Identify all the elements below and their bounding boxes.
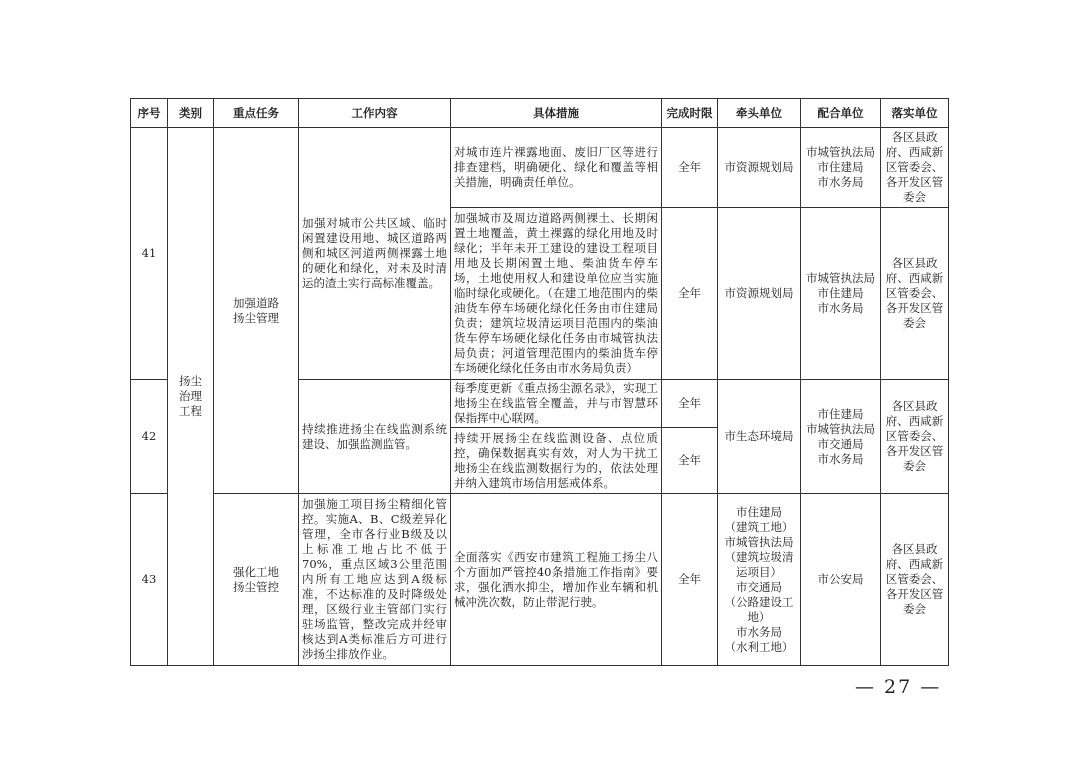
task-cell [214, 494, 299, 666]
coop-cell: 市住建局 市城管执法局 市交通局 市水务局 [801, 380, 881, 494]
seq-cell: 42 [131, 380, 168, 494]
page-number: — 27 — [855, 676, 942, 698]
impl-label: 各区县政府、西咸新区管委会、各开发区管委会 [885, 542, 944, 616]
impl-cell [881, 380, 949, 494]
impl-label: 各区县政府、西咸新区管委会、各开发区管委会 [885, 130, 944, 204]
task-label: 强化工地扬尘管控 [233, 564, 279, 594]
measure-cell: 持续开展扬尘在线监测设备、点位质控，确保数据真实有效，对人为干扰工地扬尘在线监测数据行为的，依法处理并纳入建筑市场信用惩戒体系。 [451, 428, 662, 494]
seq-cell: 41 [131, 128, 168, 380]
deadline-cell: 全年 [662, 128, 718, 208]
task-cell [214, 128, 299, 494]
deadline-cell: 全年 [662, 428, 718, 494]
task-table [130, 98, 949, 666]
lead-cell: 市住建局 （建筑工地） 市城管执法局 （建筑垃圾清运项目） 市交通局 （公路建设工地） 市水务局 （水利工地） [718, 494, 801, 666]
coop-cell: 市城管执法局 市住建局 市水务局 [801, 208, 881, 380]
category-label: 扬尘治理工程 [178, 374, 202, 418]
table-row [131, 128, 949, 208]
lead-cell: 市资源规划局 [718, 128, 801, 208]
header-task: 重点任务 [214, 99, 299, 128]
category-cell [168, 128, 214, 666]
task-label: 加强道路扬尘管理 [233, 295, 279, 325]
table-header-row [131, 99, 949, 128]
deadline-cell: 全年 [662, 494, 718, 666]
header-category: 类别 [168, 99, 214, 128]
deadline-cell: 全年 [662, 208, 718, 380]
coop-cell: 市公安局 [801, 494, 881, 666]
lead-cell: 市资源规划局 [718, 208, 801, 380]
header-coop: 配合单位 [801, 99, 881, 128]
table-row [131, 494, 949, 666]
header-lead: 牵头单位 [718, 99, 801, 128]
header-seq: 序号 [131, 99, 168, 128]
impl-cell [881, 494, 949, 666]
impl-cell [881, 208, 949, 380]
measure-cell: 加强城市及周边道路两侧裸土、长期闲置土地覆盖，黄土裸露的绿化用地及时绿化；半年未开工建设的建设工程项目用地及长期闲置土地、柴油货车停车场，土地使用权人和建设单位应当实施临时绿化或硬化。（在建工地范围内的柴油货车停车场硬化绿化任务由市住建局负责；建筑垃圾清运项目范围内的柴油货车停车场硬化绿化任务由市城管执法局负责；河道管理范围内的柴油货车停车场硬化绿化任务由市水务局负责） [451, 208, 662, 380]
content-cell: 加强对城市公共区域、临时闲置建设用地、城区道路两侧和城区河道两侧裸露土地的硬化和绿化，对未及时清运的渣土实行高标准覆盖。 [299, 128, 451, 380]
header-content: 工作内容 [299, 99, 451, 128]
measure-cell: 全面落实《西安市建筑工程施工扬尘八个方面加严管控40条措施工作指南》要求，强化洒水抑尘，增加作业车辆和机械冲洗次数，防止带泥行驶。 [451, 494, 662, 666]
impl-cell [881, 128, 949, 208]
content-cell: 持续推进扬尘在线监测系统建设、加强监测监管。 [299, 380, 451, 494]
header-measure: 具体措施 [451, 99, 662, 128]
deadline-cell: 全年 [662, 380, 718, 428]
impl-label: 各区县政府、西咸新区管委会、各开发区管委会 [885, 256, 944, 330]
coop-cell: 市城管执法局 市住建局 市水务局 [801, 128, 881, 208]
impl-label: 各区县政府、西咸新区管委会、各开发区管委会 [885, 399, 944, 473]
measure-cell: 每季度更新《重点扬尘源名录》，实现工地扬尘在线监管全覆盖，并与市智慧环保指挥中心联网。 [451, 380, 662, 428]
content-cell: 加强施工项目扬尘精细化管控。实施A、B、C级差异化管理，全市各行业B级及以上标准工地占比不低于70%，重点区域3公里范围内所有工地应达到A级标准，不达标准的及时降级处理，区级行业主管部门实行驻场监管，整改完成并经审核达到A类标准后方可进行涉扬尘排放作业。 [299, 494, 451, 666]
measure-cell: 对城市连片裸露地面、废旧厂区等进行排查建档，明确硬化、绿化和覆盖等相关措施，明确责任单位。 [451, 128, 662, 208]
header-deadline: 完成时限 [662, 99, 718, 128]
seq-cell: 43 [131, 494, 168, 666]
lead-cell: 市生态环境局 [718, 380, 801, 494]
header-impl: 落实单位 [881, 99, 949, 128]
